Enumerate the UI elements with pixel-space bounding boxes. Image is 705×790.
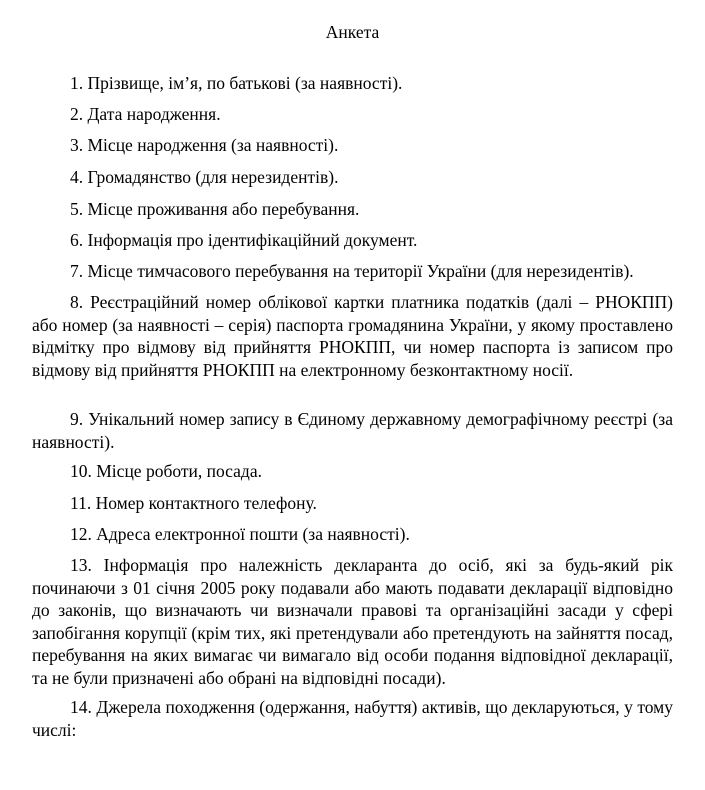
questionnaire-item-13: 13. Інформація про належність декларанта до осіб, які за будь-який рік починаючи з 01 січня 2005 року подавали або мають подавати декларації відповідно до законів, що визначають чи визначали правові та організаційні засади у сфері запобігання корупції (крім тих, які претендували або претендують на зайняття посад, перебування на яких вимагає чи вимагало від особи подання відповідної декларації, та не були призначені або обрані на відповідні посади). [32, 555, 673, 688]
questionnaire-item-12: 12. Адреса електронної пошти (за наявності). [70, 524, 410, 544]
questionnaire-item-8: 8. Реєстраційний номер облікової картки платника податків (далі – РНОКПП) або номер (за наявності – серія) паспорта громадянина України, у якому проставлено відмітку про відмову від прийняття РНОКПП, чи номер паспорта із записом про відмову від прийняття РНОКПП на електронному безконтактному носії. [32, 292, 673, 380]
questionnaire-item-5: 5. Місце проживання або перебування. [70, 199, 360, 219]
questionnaire-item-10: 10. Місце роботи, посада. [70, 461, 262, 481]
questionnaire-item-3: 3. Місце народження (за наявності). [70, 135, 339, 155]
questionnaire-item-14: 14. Джерела походження (одержання, набуття) активів, що декларуються, у тому числі: [32, 697, 673, 740]
questionnaire-item-7: 7. Місце тимчасового перебування на території України (для нерезидентів). [70, 261, 634, 281]
document-title: Анкета [325, 22, 380, 42]
questionnaire-item-6: 6. Інформація про ідентифікаційний документ. [70, 230, 418, 250]
questionnaire-item-1: 1. Прізвище, ім’я, по батькові (за наявності). [70, 73, 403, 93]
questionnaire-item-11: 11. Номер контактного телефону. [70, 493, 317, 513]
questionnaire-item-4: 4. Громадянство (для нерезидентів). [70, 167, 339, 187]
questionnaire-item-2: 2. Дата народження. [70, 104, 221, 124]
questionnaire-item-9: 9. Унікальний номер запису в Єдиному державному демографічному реєстрі (за наявності). [32, 409, 673, 452]
